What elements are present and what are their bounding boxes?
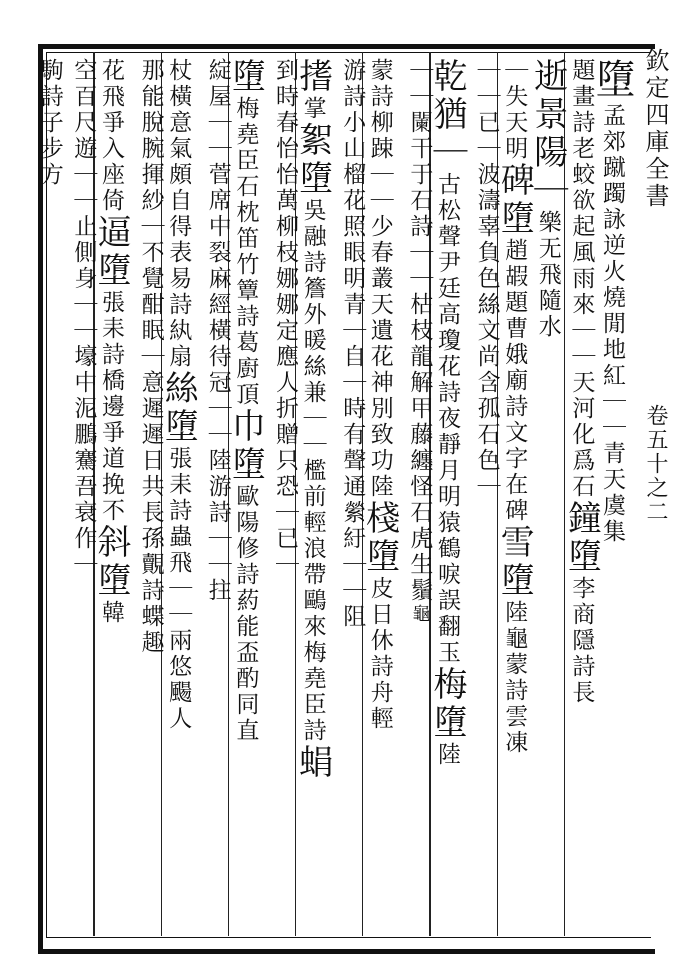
headword-text: 雪墮 [494, 524, 535, 600]
text-column [330, 58, 364, 928]
commentary-text: 韓 [97, 600, 124, 626]
commentary-text: ｜｜闌干于石詩｜｜枯枝龍解甲藤纏怪石虎生鬚 [406, 58, 433, 604]
commentary-text: ｜失天明 [501, 58, 528, 162]
commentary-text: 綻屋｜｜菅席中裂麻經橫 [204, 58, 231, 344]
commentary-text: 吳融詩簷外暖絲兼｜｜檻前輕浪帶鷗來梅堯臣詩 [299, 198, 326, 744]
commentary-text: 杖橫意氣頗自得表易詩紈扇 [165, 58, 192, 370]
headword-text: 巾墮 [225, 408, 266, 484]
commentary-text: 題畫詩老蛟欲起風雨來｜｜天河化爲石 [568, 58, 595, 500]
commentary-text: 那能脫腕揮紗｜不覺酣眠｜ [137, 58, 164, 370]
headword-text: 斜墮 [90, 524, 131, 600]
commentary-text: 花飛爭入座倚 [97, 58, 124, 214]
headword-text: 乾猶｜ [426, 58, 467, 172]
text-column [527, 58, 568, 928]
text-column [61, 58, 95, 928]
commentary-text: 古松聲尹廷高瓊花詩夜靜月明猿鶴唳誤翻玉 [433, 172, 460, 666]
commentary-text: 游詩小山榴花照眼明青｜自｜時有聲 [339, 58, 366, 474]
headword-text: 絮墮 [292, 122, 333, 198]
text-column [464, 58, 498, 928]
headword-text: 絲墮 [158, 370, 199, 446]
text-column [128, 58, 162, 928]
commentary-text: 趙嘏題曹娥廟詩文字在碑 [501, 238, 528, 524]
headword-text: 墮 [588, 58, 635, 103]
commentary-text: 駒詩子步方 [36, 58, 63, 188]
commentary-text: 龜 [409, 604, 431, 624]
commentary-text: 張耒詩橋邊爭道挽不 [97, 290, 124, 524]
text-column [561, 58, 602, 928]
commentary-text: 到時春怡怡萬柳枝娜娜定應人折贈只恐｜已｜ [271, 58, 298, 578]
commentary-text: 蒙詩柳踈｜｜少春叢天遺花神別致功陸 [366, 58, 393, 500]
commentary-text: 皮日休詩舟輕 [366, 576, 393, 732]
text-column [262, 58, 296, 928]
right-margin [636, 44, 681, 944]
text-column [359, 58, 400, 928]
headword-text: 逼墮 [90, 214, 131, 290]
commentary-text: 待冠｜｜陸游詩｜｜拄 [204, 344, 231, 604]
commentary-text: 梅堯臣石枕笛竹簟詩葛廚頂 [232, 96, 259, 408]
margin-header: 欽定四庫全書 [641, 48, 669, 210]
commentary-text: ｜｜已｜波濤辜負色絲文 [473, 58, 500, 344]
commentary-text: 張耒詩蟲飛｜｜兩悠颺人 [165, 446, 192, 732]
headword-text: 蜎 [292, 744, 333, 782]
headword-text: 梅墮 [426, 666, 467, 742]
commentary-text: 尚含孤石色｜ [473, 344, 500, 500]
text-column [494, 58, 535, 928]
text-column [27, 58, 61, 928]
text-column [292, 58, 333, 928]
headword-text: 搘 [292, 58, 333, 96]
commentary-text: 掌 [299, 96, 326, 122]
headword-text: 碑墮 [494, 162, 535, 238]
text-column [90, 58, 131, 928]
commentary-text: 陸龜蒙詩雲凍 [501, 600, 528, 756]
headword-text: 墮 [225, 58, 266, 96]
headword-text: 鐘墮 [561, 500, 602, 576]
commentary-text: 鵬騫吾衰作｜ [70, 422, 97, 578]
commentary-text: 孟郊蹴躅詠逆火燒閒地紅｜｜青天虞集 [598, 103, 625, 545]
commentary-text: 陸 [433, 742, 460, 768]
commentary-text: 止側身｜｜壕中泥 [70, 214, 97, 422]
commentary-text: 歐陽修詩葯能盃酌同直 [232, 484, 259, 744]
text-column [426, 58, 467, 928]
text-column [397, 58, 431, 928]
commentary-text: 李商隱詩長 [568, 576, 595, 706]
text-column [225, 58, 266, 928]
commentary-text: 意遲遲日共長孫覿詩蝶趣 [137, 370, 164, 656]
text-column [588, 58, 635, 928]
headword-text: 棧墮 [359, 500, 400, 576]
section-marker: 卷五十之二 [643, 404, 668, 524]
headword-text: 逝景陽｜ [527, 58, 568, 210]
text-column [158, 58, 199, 928]
commentary-text: 通縈紆｜｜阻 [339, 474, 366, 630]
commentary-text: 空百尺遊｜｜ [70, 58, 97, 214]
text-column [195, 58, 229, 928]
commentary-text: 樂无飛隨水 [534, 210, 561, 340]
